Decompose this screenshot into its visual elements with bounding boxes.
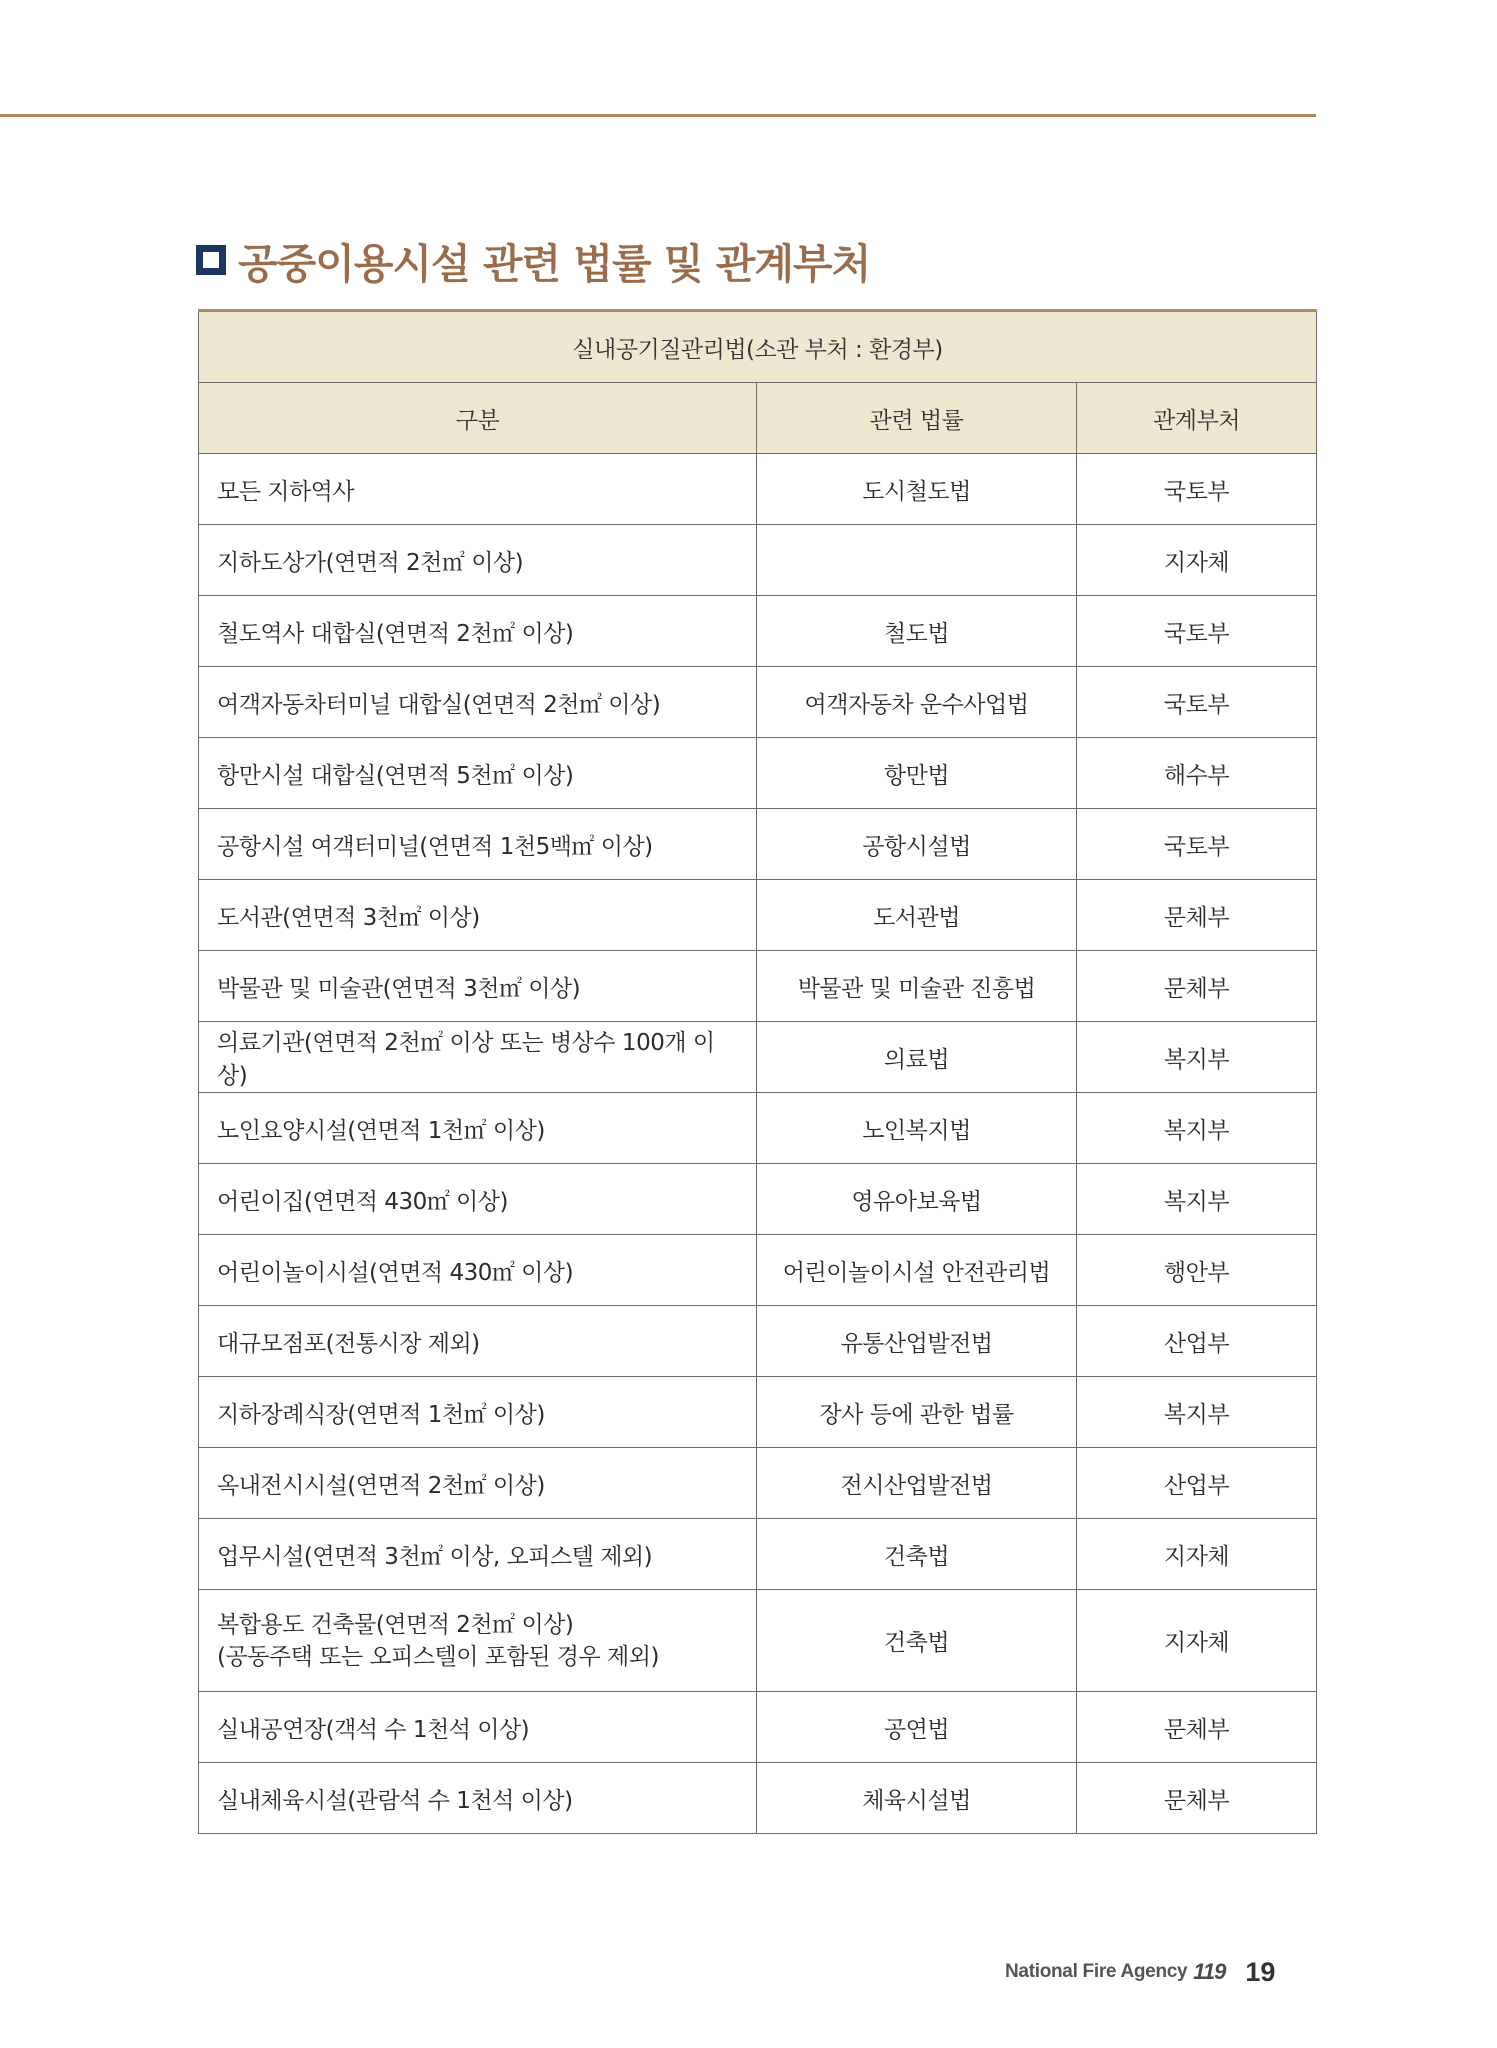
dept-cell: 해수부 bbox=[1077, 738, 1317, 809]
category-cell: 철도역사 대합실(연면적 2천㎡ 이상) bbox=[199, 596, 757, 667]
law-table bbox=[198, 309, 1317, 1834]
law-cell: 박물관 및 미술관 진흥법 bbox=[757, 951, 1077, 1022]
law-cell: 건축법 bbox=[757, 1519, 1077, 1590]
dept-cell: 문체부 bbox=[1077, 951, 1317, 1022]
category-cell: 모든 지하역사 bbox=[199, 454, 757, 525]
category-cell: 항만시설 대합실(연면적 5천㎡ 이상) bbox=[199, 738, 757, 809]
law-cell: 유통산업발전법 bbox=[757, 1306, 1077, 1377]
category-cell: 박물관 및 미술관(연면적 3천㎡ 이상) bbox=[199, 951, 757, 1022]
dept-cell: 산업부 bbox=[1077, 1448, 1317, 1519]
category-cell: 업무시설(연면적 3천㎡ 이상, 오피스텔 제외) bbox=[199, 1519, 757, 1590]
law-cell: 체육시설법 bbox=[757, 1763, 1077, 1834]
table-row bbox=[199, 1692, 1317, 1763]
category-cell: 옥내전시시설(연면적 2천㎡ 이상) bbox=[199, 1448, 757, 1519]
table-caption: 실내공기질관리법(소관 부처 : 환경부) bbox=[199, 311, 1317, 383]
category-cell: 지하도상가(연면적 2천㎡ 이상) bbox=[199, 525, 757, 596]
dept-cell: 복지부 bbox=[1077, 1022, 1317, 1093]
category-cell: 도서관(연면적 3천㎡ 이상) bbox=[199, 880, 757, 951]
agency-name: National Fire Agency bbox=[1005, 1961, 1188, 1982]
law-cell: 영유아보육법 bbox=[757, 1164, 1077, 1235]
dept-cell: 문체부 bbox=[1077, 880, 1317, 951]
category-line-1: 복합용도 건축물(연면적 2천㎡ 이상) bbox=[217, 1611, 574, 1638]
table-header-row bbox=[199, 383, 1317, 454]
law-cell: 장사 등에 관한 법률 bbox=[757, 1377, 1077, 1448]
dept-cell: 복지부 bbox=[1077, 1164, 1317, 1235]
page-number: 19 bbox=[1245, 1956, 1276, 1987]
table-row bbox=[199, 1448, 1317, 1519]
category-cell: 여객자동차터미널 대합실(연면적 2천㎡ 이상) bbox=[199, 667, 757, 738]
table-row bbox=[199, 809, 1317, 880]
agency-logo: 119 bbox=[1193, 1959, 1226, 1984]
table-caption-row bbox=[199, 311, 1317, 383]
page-footer bbox=[1005, 1952, 1275, 1992]
table-row bbox=[199, 1093, 1317, 1164]
category-cell: 공항시설 여객터미널(연면적 1천5백㎡ 이상) bbox=[199, 809, 757, 880]
table-row bbox=[199, 1519, 1317, 1590]
dept-cell: 문체부 bbox=[1077, 1692, 1317, 1763]
category-cell: 대규모점포(전통시장 제외) bbox=[199, 1306, 757, 1377]
dept-cell: 지자체 bbox=[1077, 1590, 1317, 1692]
dept-cell: 국토부 bbox=[1077, 454, 1317, 525]
category-cell: 어린이놀이시설(연면적 430㎡ 이상) bbox=[199, 1235, 757, 1306]
table-row bbox=[199, 1763, 1317, 1834]
category-cell: 실내공연장(객석 수 1천석 이상) bbox=[199, 1692, 757, 1763]
dept-cell: 국토부 bbox=[1077, 667, 1317, 738]
table-row bbox=[199, 1022, 1317, 1093]
table-row bbox=[199, 454, 1317, 525]
law-cell: 도시철도법 bbox=[757, 454, 1077, 525]
law-cell: 건축법 bbox=[757, 1590, 1077, 1692]
dept-cell: 문체부 bbox=[1077, 1763, 1317, 1834]
table-row bbox=[199, 738, 1317, 809]
law-cell: 공항시설법 bbox=[757, 809, 1077, 880]
law-cell bbox=[757, 525, 1077, 596]
section-title: 공중이용시설 관련 법률 및 관계부처 bbox=[238, 239, 871, 288]
column-header-category: 구분 bbox=[199, 383, 757, 454]
law-cell: 어린이놀이시설 안전관리법 bbox=[757, 1235, 1077, 1306]
dept-cell: 국토부 bbox=[1077, 809, 1317, 880]
dept-cell: 복지부 bbox=[1077, 1377, 1317, 1448]
section-heading bbox=[196, 228, 870, 292]
table-row bbox=[199, 880, 1317, 951]
category-cell: 어린이집(연면적 430㎡ 이상) bbox=[199, 1164, 757, 1235]
law-cell: 전시산업발전법 bbox=[757, 1448, 1077, 1519]
table-row bbox=[199, 1235, 1317, 1306]
dept-cell: 복지부 bbox=[1077, 1093, 1317, 1164]
dept-cell: 산업부 bbox=[1077, 1306, 1317, 1377]
dept-cell: 지자체 bbox=[1077, 525, 1317, 596]
category-cell: 노인요양시설(연면적 1천㎡ 이상) bbox=[199, 1093, 757, 1164]
dept-cell: 지자체 bbox=[1077, 1519, 1317, 1590]
law-cell: 도서관법 bbox=[757, 880, 1077, 951]
category-cell bbox=[199, 1590, 757, 1692]
category-line-2: (공동주택 또는 오피스텔이 포함된 경우 제외) bbox=[217, 1643, 659, 1670]
category-cell: 실내체육시설(관람석 수 1천석 이상) bbox=[199, 1763, 757, 1834]
column-header-dept: 관계부처 bbox=[1077, 383, 1317, 454]
table-row bbox=[199, 1590, 1317, 1692]
law-cell: 여객자동차 운수사업법 bbox=[757, 667, 1077, 738]
category-cell: 지하장례식장(연면적 1천㎡ 이상) bbox=[199, 1377, 757, 1448]
dept-cell: 행안부 bbox=[1077, 1235, 1317, 1306]
table-row bbox=[199, 1377, 1317, 1448]
table-row bbox=[199, 951, 1317, 1022]
table-row bbox=[199, 1306, 1317, 1377]
column-header-law: 관련 법률 bbox=[757, 383, 1077, 454]
square-bullet-icon bbox=[196, 245, 226, 275]
law-cell: 공연법 bbox=[757, 1692, 1077, 1763]
law-cell: 철도법 bbox=[757, 596, 1077, 667]
table-row bbox=[199, 1164, 1317, 1235]
top-rule bbox=[0, 114, 1316, 117]
dept-cell: 국토부 bbox=[1077, 596, 1317, 667]
table-row bbox=[199, 525, 1317, 596]
law-cell: 의료법 bbox=[757, 1022, 1077, 1093]
law-cell: 노인복지법 bbox=[757, 1093, 1077, 1164]
table-row bbox=[199, 596, 1317, 667]
table-row bbox=[199, 667, 1317, 738]
law-cell: 항만법 bbox=[757, 738, 1077, 809]
category-cell: 의료기관(연면적 2천㎡ 이상 또는 병상수 100개 이상) bbox=[199, 1022, 757, 1093]
